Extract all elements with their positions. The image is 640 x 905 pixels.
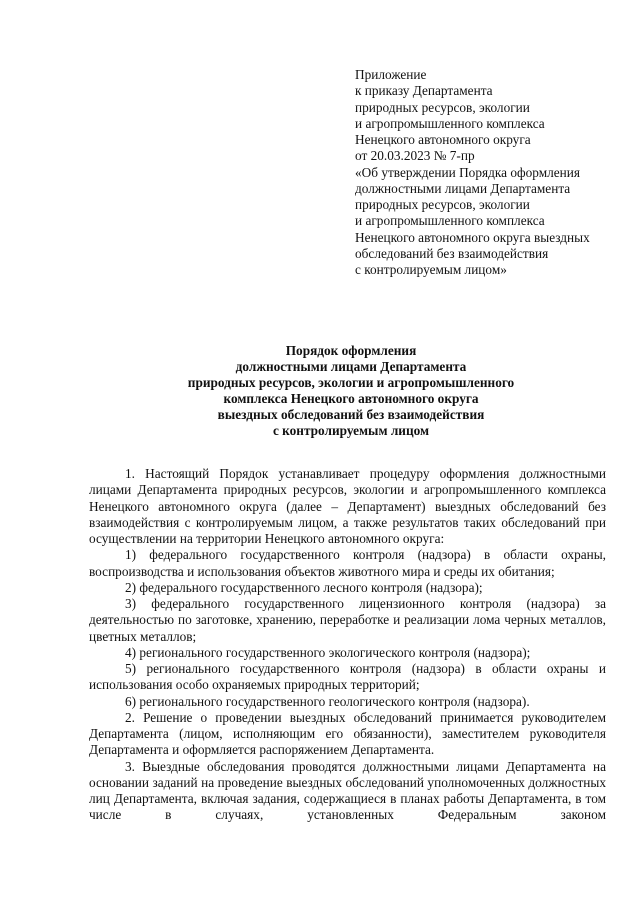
list-item-3: 3) федерального государственного лицензионного контроля (надзора) за деятельностью по заготовке, хранению, переработке и реализации лома черных металлов, цветных металлов; [89, 596, 606, 644]
list-item-5: 5) регионального государственного контроля (надзора) в области охраны и использования особо охраняемых природных территорий; [89, 661, 606, 693]
list-item-1: 1) федерального государственного контроля (надзора) в области охраны, воспроизводства и использования объектов животного мира и среды их обитания; [89, 547, 606, 579]
document-body [89, 466, 606, 824]
title-line: природных ресурсов, экологии и агропромышленного [187, 375, 515, 391]
appendix-line: к приказу Департамента [355, 83, 493, 99]
list-item-2: 2) федерального государственного лесного контроля (надзора); [125, 579, 483, 595]
appendix-line: Приложение [355, 67, 427, 82]
appendix-line: от 20.03.2023 № 7-пр [355, 148, 475, 164]
appendix-line: Ненецкого автономного округа выездных [355, 229, 590, 245]
appendix-line: «Об утверждении Порядка оформления [355, 164, 581, 180]
document-title [60, 343, 640, 440]
appendix-line: должностными лицами Департамента [355, 180, 571, 196]
appendix-line: и агропромышленного комплекса [355, 213, 545, 229]
appendix-line: с контролируемым лицом» [355, 262, 507, 277]
appendix-line: Ненецкого автономного округа [355, 132, 531, 147]
appendix-line: обследований без взаимодействия [355, 245, 549, 261]
appendix-line: и агропромышленного комплекса [355, 115, 545, 131]
title-line: выездных обследований без взаимодействия [217, 407, 485, 423]
paragraph-2: 2. Решение о проведении выездных обследований принимается руководителем Департамента (лицом, исполняющим его обязанности), заместителем руководителя Департамента и оформляется распоряжением Департамента. [89, 709, 606, 758]
list-item-4: 4) регионального государственного экологического контроля (надзора); [125, 644, 531, 660]
title-line: Порядок оформления [285, 343, 417, 358]
paragraph-3: 3. Выездные обследования проводятся должностными лицами Департамента на основании заданий на проведение выездных обследований уполномоченных должностных лиц Департамента, включая задания, содержащиеся в планах работы Департамента, в том числе в случаях, установленных Федеральным законом [89, 758, 606, 823]
appendix-header [355, 67, 625, 278]
paragraph-1: 1. Настоящий Порядок устанавливает процедуру оформления должностными лицами Департамента природных ресурсов, экологии и агропромышленного комплекса Ненецкого автономного округа (далее – Департамент) выездных обследований без взаимодействия с контролируемым лицом, а также результатов таких обследований при осуществлении на территории Ненецкого автономного округа: [89, 466, 606, 546]
appendix-line: природных ресурсов, экологии [355, 197, 530, 212]
list-item-6: 6) регионального государственного геологического контроля (надзора). [125, 693, 530, 709]
title-line: должностными лицами Департамента [235, 359, 467, 375]
title-line: с контролируемым лицом [272, 423, 430, 439]
appendix-line: природных ресурсов, экологии [355, 99, 530, 115]
title-line: комплекса Ненецкого автономного округа [223, 391, 479, 407]
